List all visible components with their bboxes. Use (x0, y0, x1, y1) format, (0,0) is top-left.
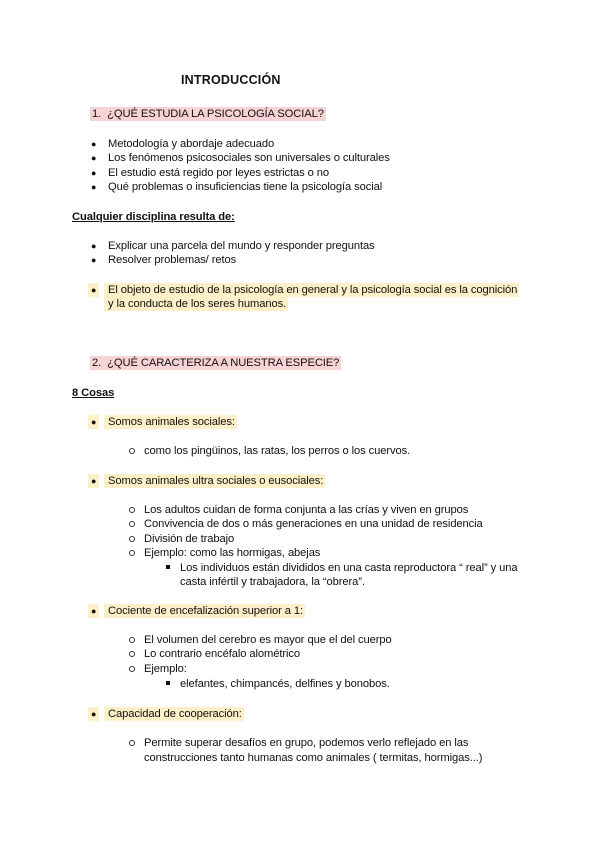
bullet-icon: ● (91, 168, 97, 178)
section-2-title: ¿QUÉ CARACTERIZA A NUESTRA ESPECIE? (107, 357, 340, 369)
circle-bullet-icon (129, 550, 135, 556)
list-item: Qué problemas o insuficiencias tiene la psicología social (108, 181, 383, 193)
circle-bullet-icon (129, 521, 135, 527)
item-label: Capacidad de cooperación: (104, 707, 244, 721)
list-item: Los individuos están divididos en una casta reproductora “ real” y una (180, 562, 518, 574)
bullet-icon: ● (88, 283, 99, 297)
bullet-icon: ● (91, 153, 97, 163)
page-title: INTRODUCCIÓN (181, 73, 281, 87)
section-1-heading (90, 107, 326, 121)
subheading-8-cosas: 8 Cosas (72, 387, 115, 399)
highlight-line: El objeto de estudio de la psicología en general y la psicología social es la cognición (104, 283, 519, 297)
list-item: El estudio está regido por leyes estrictas o no (108, 167, 330, 179)
list-item-continued: construcciones tanto humanas como animales ( termitas, hormigas...) (144, 752, 483, 764)
list-item: elefantes, chimpancés, delfines y bonobos. (180, 678, 390, 690)
list-item: Lo contrario encéfalo alométrico (144, 648, 300, 660)
list-item: Ejemplo: como las hormigas, abejas (144, 547, 321, 559)
square-bullet-icon (166, 681, 170, 685)
list-item: como los pingüinos, las ratas, los perros o los cuervos. (144, 445, 411, 457)
section-1-title: ¿QUÉ ESTUDIA LA PSICOLOGÍA SOCIAL? (107, 108, 324, 120)
section-2-heading (90, 356, 341, 370)
section-2-number: 2. (92, 357, 102, 369)
list-item: El volumen del cerebro es mayor que el del cuerpo (144, 634, 392, 646)
circle-bullet-icon (129, 536, 135, 542)
circle-bullet-icon (129, 448, 135, 454)
list-item: Explicar una parcela del mundo y responder preguntas (108, 240, 375, 252)
list-item: Permite superar desafíos en grupo, podemos verlo reflejado en las (144, 737, 469, 749)
item-label: Somos animales sociales: (104, 415, 237, 429)
highlight-line: y la conducta de los seres humanos. (104, 297, 288, 311)
list-item: Resolver problemas/ retos (108, 254, 237, 266)
circle-bullet-icon (129, 507, 135, 513)
bullet-icon: ● (88, 415, 99, 429)
bullet-icon: ● (91, 182, 97, 192)
item-label: Somos animales ultra sociales o eusociales: (104, 474, 325, 488)
circle-bullet-icon (129, 740, 135, 746)
bullet-icon: ● (88, 707, 99, 721)
circle-bullet-icon (129, 666, 135, 672)
list-item-continued: casta infértil y trabajadora, la “obrera”. (180, 576, 365, 588)
square-bullet-icon (166, 565, 170, 569)
list-item: Convivencia de dos o más generaciones en una unidad de residencia (144, 518, 483, 530)
list-item: Ejemplo: (144, 663, 187, 675)
section-1-number: 1. (92, 108, 102, 120)
list-item: Metodología y abordaje adecuado (108, 138, 275, 150)
list-item: Los adultos cuidan de forma conjunta a las crías y viven en grupos (144, 504, 469, 516)
bullet-icon: ● (91, 241, 97, 251)
bullet-icon: ● (91, 139, 97, 149)
bullet-icon: ● (88, 604, 99, 618)
subheading-disciplina: Cualquier disciplina resulta de: (72, 211, 235, 223)
bullet-icon: ● (91, 255, 97, 265)
item-label: Cociente de encefalización superior a 1: (104, 604, 305, 618)
circle-bullet-icon (129, 637, 135, 643)
bullet-icon: ● (88, 474, 99, 488)
circle-bullet-icon (129, 651, 135, 657)
list-item: Los fenómenos psicosociales son universales o culturales (108, 152, 390, 164)
list-item: División de trabajo (144, 533, 235, 545)
